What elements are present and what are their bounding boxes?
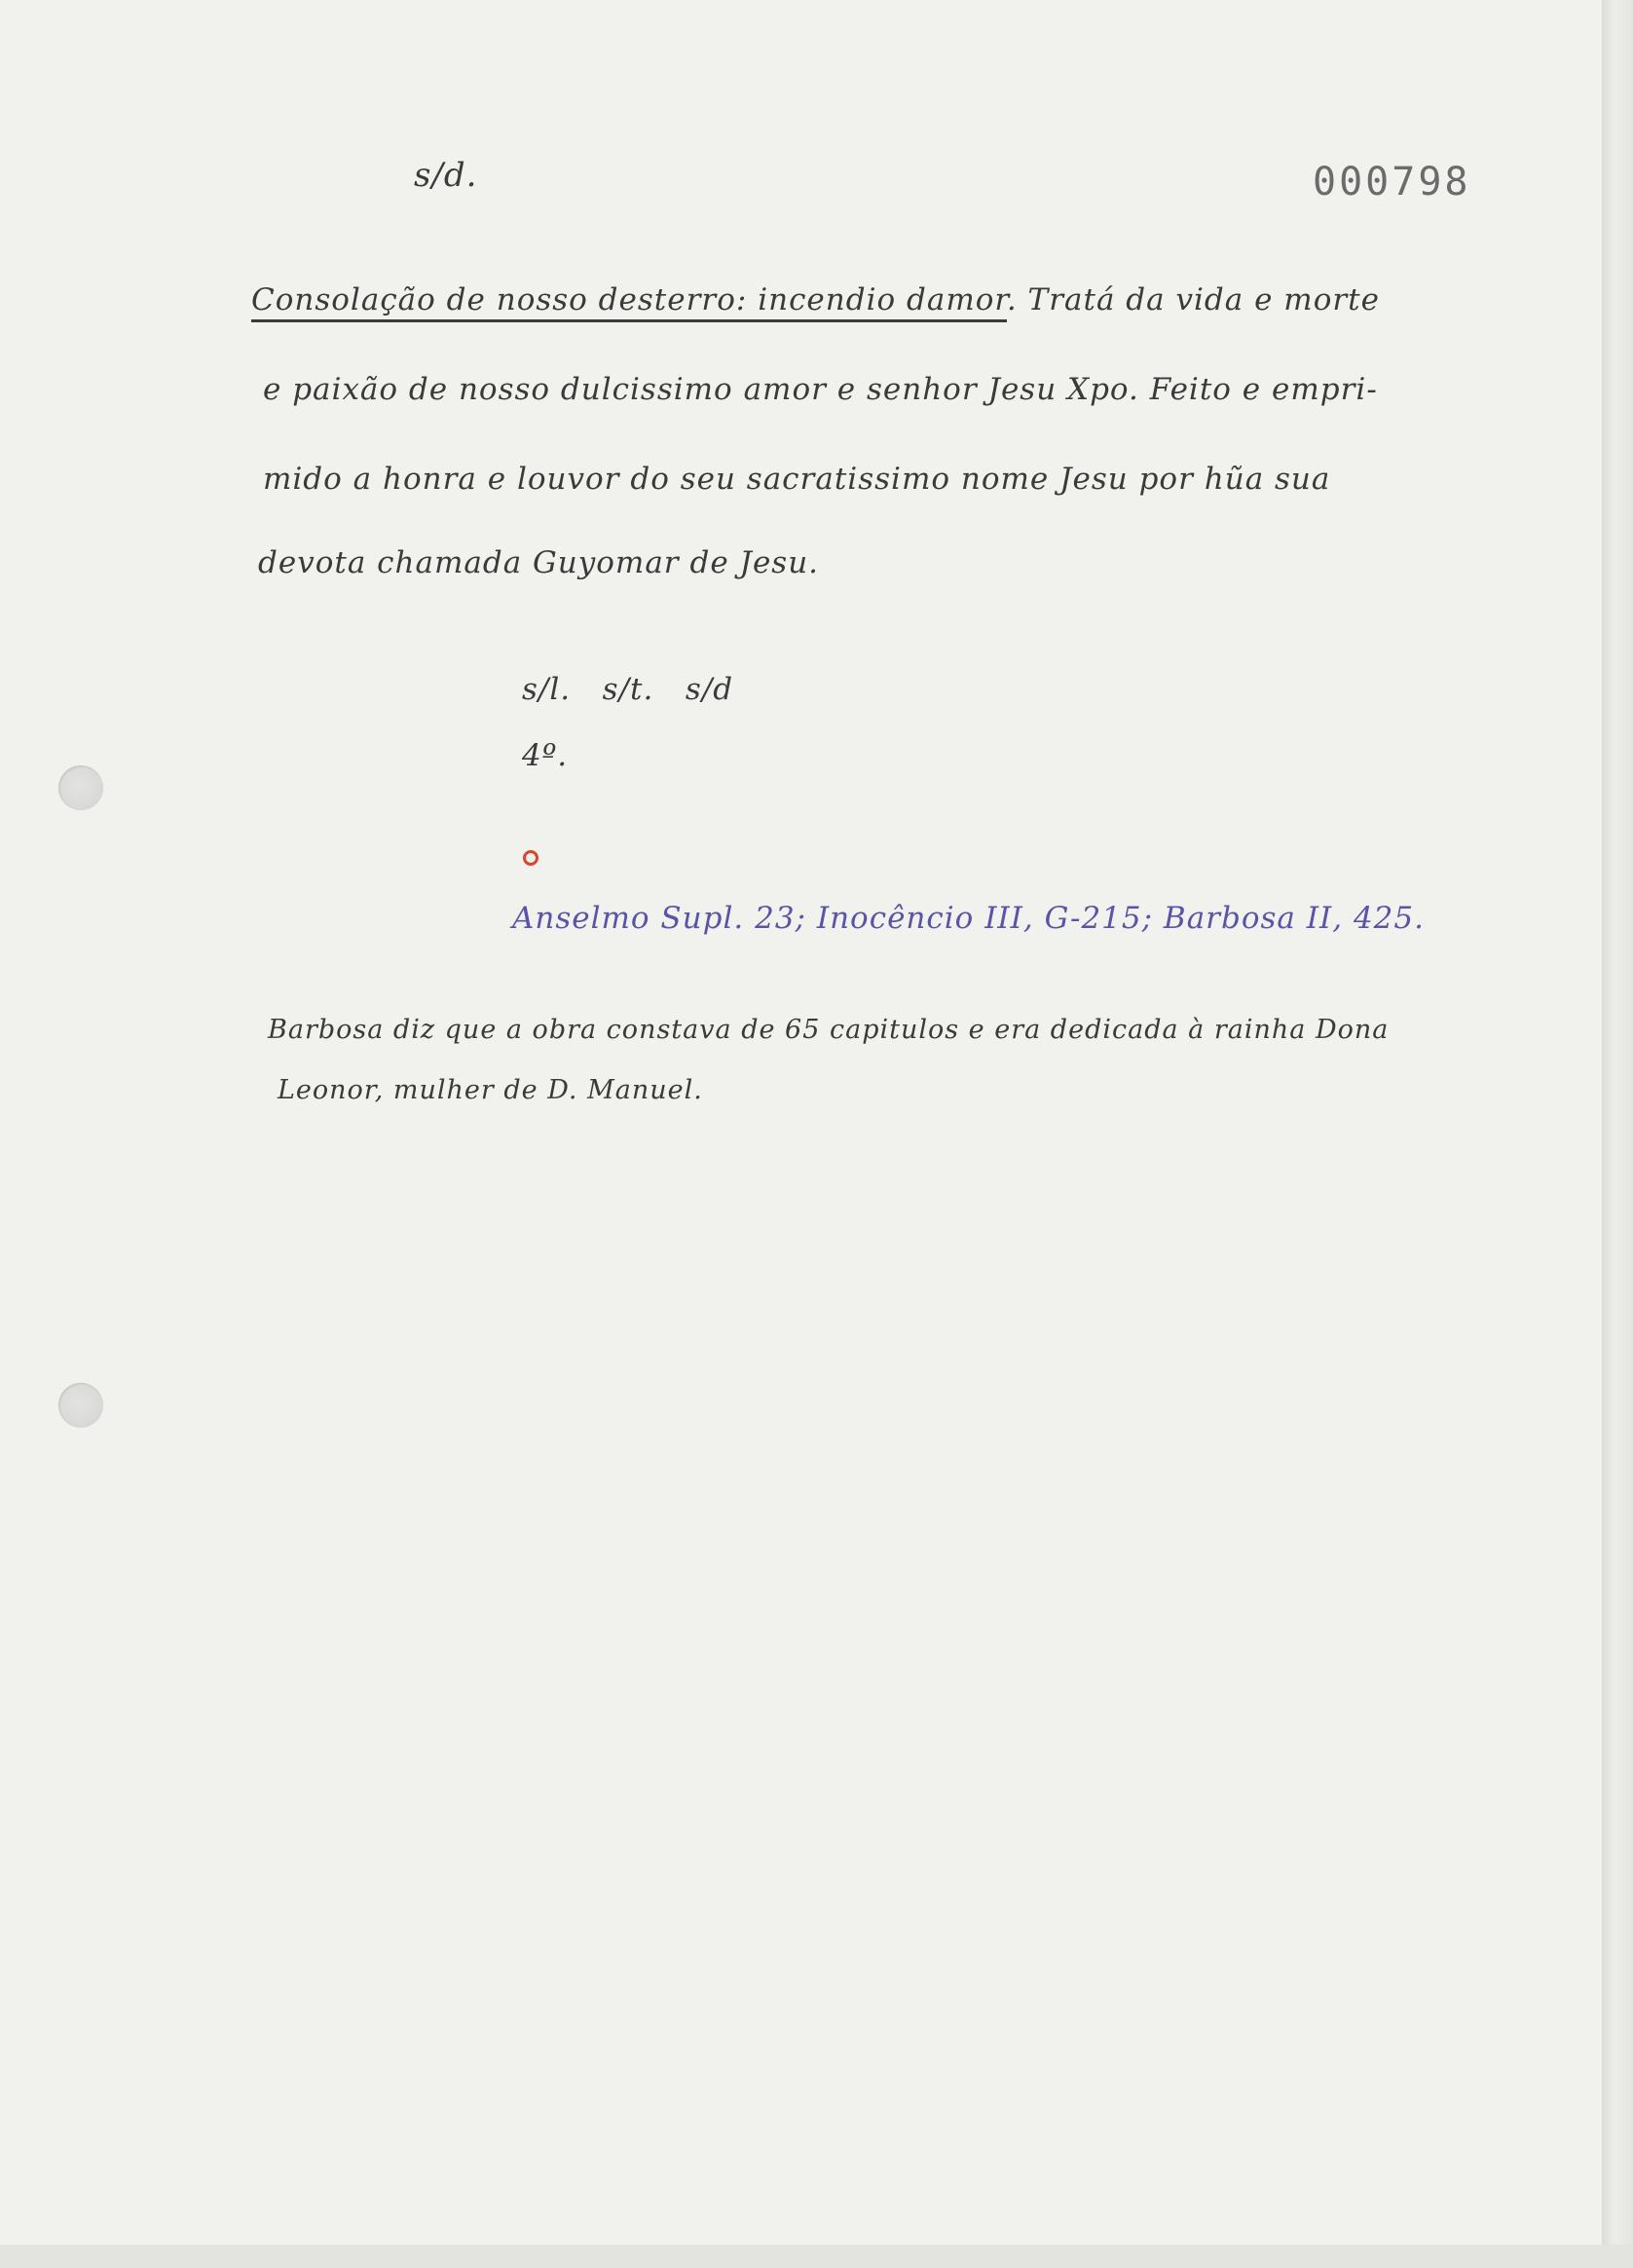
description-line-3: mido a honra e louvor do seu sacratissimo nome Jesu por hũa sua bbox=[263, 462, 1331, 497]
work-title: Consolação de nosso desterro: incendio damor bbox=[251, 282, 1007, 322]
imprint-line: s/l. s/t. s/d bbox=[522, 672, 734, 707]
description-line-1-rest: . Tratá da vida e morte bbox=[1006, 282, 1380, 317]
description-line-2: e paixão de nosso dulcissimo amor e senhor Jesu Xpo. Feito e empri- bbox=[263, 372, 1378, 407]
bibliographic-references: Anselmo Supl. 23; Inocêncio III, G-215; Barbosa II, 425. bbox=[512, 901, 1425, 936]
description-line-4: devota chamada Guyomar de Jesu. bbox=[258, 545, 820, 580]
punch-hole-upper bbox=[58, 765, 103, 810]
note-line-2: Leonor, mulher de D. Manuel. bbox=[278, 1075, 703, 1105]
red-circle-mark bbox=[523, 850, 538, 866]
record-number-stamp: 000798 bbox=[1313, 160, 1471, 204]
paper-right-edge bbox=[1602, 0, 1633, 2268]
punch-hole-lower bbox=[58, 1383, 103, 1428]
date-note: s/d. bbox=[414, 156, 478, 195]
paper-bottom-edge bbox=[0, 2245, 1633, 2268]
description-line-1 bbox=[251, 282, 1380, 317]
format-note: 4º. bbox=[522, 738, 569, 773]
note-line-1: Barbosa diz que a obra constava de 65 capitulos e era dedicada à rainha Dona bbox=[268, 1015, 1390, 1045]
